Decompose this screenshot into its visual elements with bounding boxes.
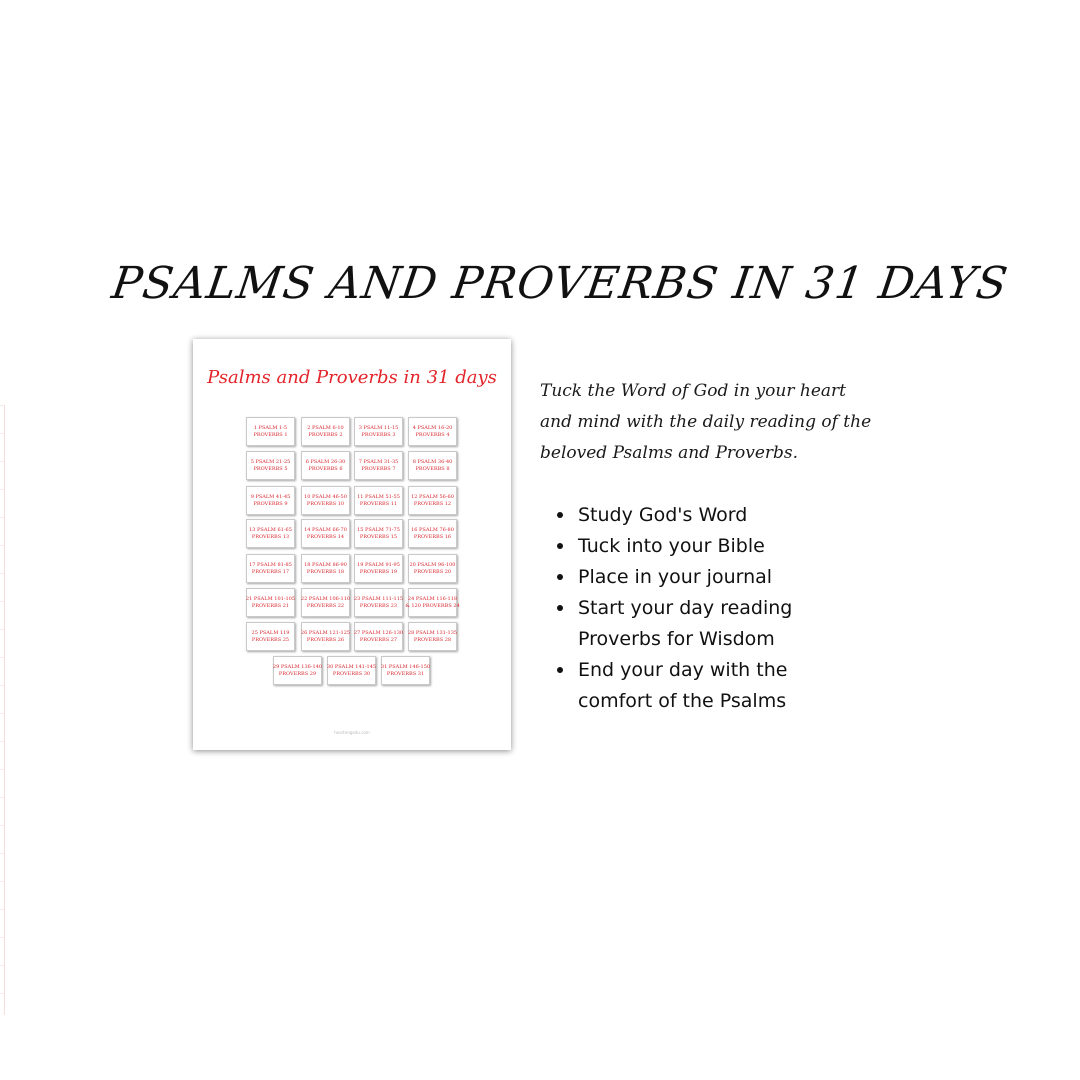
tile-proverbs-label: PROVERBS 22	[306, 602, 345, 609]
feature-text: End your day with the	[578, 659, 788, 681]
reading-day-tile	[354, 451, 403, 480]
reading-day-tile	[354, 622, 403, 651]
reading-day-tile	[273, 656, 322, 685]
feature-list	[556, 500, 792, 717]
tile-proverbs-label: PROVERBS 3	[361, 431, 396, 438]
tile-proverbs-label: & 120 PROVERBS 24	[405, 602, 460, 609]
tile-psalm-label: 6 PSALM 26-30	[305, 458, 346, 465]
intro-line: Tuck the Word of God in your heart	[540, 381, 846, 401]
reading-day-tile	[354, 554, 403, 583]
reading-day-tile	[354, 486, 403, 515]
tile-psalm-label: 29 PSALM 136-140	[272, 663, 323, 670]
reading-day-tile	[408, 519, 457, 548]
tile-proverbs-label: PROVERBS 17	[251, 568, 290, 575]
tile-proverbs-label: PROVERBS 10	[306, 500, 345, 507]
reading-day-tile	[405, 588, 460, 617]
reading-day-tile	[301, 622, 350, 651]
tile-psalm-label: 21 PSALM 101-105	[245, 595, 296, 602]
reading-day-tile	[246, 588, 295, 617]
tile-psalm-label: 23 PSALM 111-115	[353, 595, 404, 602]
feature-list-item	[556, 593, 792, 655]
tile-psalm-label: 24 PSALM 116-118	[407, 595, 458, 602]
reading-day-tile	[354, 588, 403, 617]
feature-text: Place in your journal	[578, 566, 773, 588]
reading-day-tile	[327, 656, 376, 685]
tile-proverbs-label: PROVERBS 7	[361, 465, 396, 472]
intro-text	[540, 376, 900, 469]
tile-proverbs-label: PROVERBS 18	[306, 568, 345, 575]
feature-list-item	[556, 655, 792, 717]
tile-proverbs-label: PROVERBS 30	[332, 670, 371, 677]
feature-text: Tuck into your Bible	[578, 535, 765, 557]
reading-day-tile	[301, 486, 350, 515]
reading-day-tile	[246, 417, 295, 446]
tile-psalm-label: 22 PSALM 106-110	[300, 595, 351, 602]
feature-text: Study God's Word	[578, 504, 748, 526]
reading-day-tile	[246, 451, 295, 480]
reading-day-tile	[354, 519, 403, 548]
feature-list-item	[556, 562, 792, 593]
tile-psalm-label: 16 PSALM 76-80	[411, 526, 454, 533]
tile-proverbs-label: PROVERBS 4	[415, 431, 450, 438]
tile-proverbs-label: PROVERBS 28	[413, 636, 452, 643]
tile-psalm-label: 30 PSALM 141-145	[326, 663, 377, 670]
reading-day-tile	[246, 519, 295, 548]
tile-proverbs-label: PROVERBS 12	[413, 500, 452, 507]
reading-day-tile	[301, 417, 350, 446]
tile-psalm-label: 11 PSALM 51-55	[357, 493, 400, 500]
tile-proverbs-label: PROVERBS 21	[251, 602, 290, 609]
reading-day-tile	[354, 417, 403, 446]
reading-day-tile	[408, 622, 457, 651]
tile-psalm-label: 15 PSALM 71-75	[357, 526, 400, 533]
reading-day-tile	[408, 486, 457, 515]
tile-psalm-label: 31 PSALM 146-150	[380, 663, 431, 670]
tile-proverbs-label: PROVERBS 27	[359, 636, 398, 643]
tile-proverbs-label: PROVERBS 15	[359, 533, 398, 540]
intro-line: and mind with the daily reading of the	[540, 412, 872, 432]
tile-psalm-label: 25 PSALM 119	[251, 629, 290, 636]
preview-footer: heartengedu.com	[334, 730, 370, 735]
reading-day-tile	[301, 519, 350, 548]
tile-proverbs-label: PROVERBS 25	[251, 636, 290, 643]
reading-day-tile	[408, 417, 457, 446]
tile-psalm-label: 1 PSALM 1-5	[253, 424, 288, 431]
tile-psalm-label: 17 PSALM 81-85	[249, 561, 292, 568]
tile-proverbs-label: PROVERBS 20	[413, 568, 452, 575]
tile-proverbs-label: PROVERBS 14	[306, 533, 345, 540]
tile-psalm-label: 12 PSALM 56-60	[411, 493, 454, 500]
tile-psalm-label: 28 PSALM 131-135	[407, 629, 458, 636]
feature-text: Proverbs for Wisdom	[578, 628, 775, 650]
reading-day-tile	[246, 554, 295, 583]
tile-psalm-label: 3 PSALM 11-15	[358, 424, 399, 431]
tile-proverbs-label: PROVERBS 26	[306, 636, 345, 643]
reading-day-tile	[246, 486, 295, 515]
tile-psalm-label: 13 PSALM 61-65	[249, 526, 292, 533]
feature-list-item	[556, 531, 792, 562]
tile-psalm-label: 5 PSALM 21-25	[250, 458, 291, 465]
tile-psalm-label: 18 PSALM 86-90	[304, 561, 347, 568]
reading-day-tile	[381, 656, 430, 685]
tile-psalm-label: 10 PSALM 46-50	[304, 493, 347, 500]
tile-psalm-label: 2 PSALM 6-10	[307, 424, 344, 431]
tile-psalm-label: 26 PSALM 121-125	[300, 629, 351, 636]
reading-day-tile	[408, 554, 457, 583]
tile-proverbs-label: PROVERBS 5	[253, 465, 288, 472]
tile-proverbs-label: PROVERBS 11	[359, 500, 398, 507]
tile-proverbs-label: PROVERBS 23	[359, 602, 398, 609]
tile-psalm-label: 7 PSALM 31-35	[358, 458, 399, 465]
tile-proverbs-label: PROVERBS 9	[253, 500, 288, 507]
tile-psalm-label: 14 PSALM 66-70	[304, 526, 347, 533]
tile-proverbs-label: PROVERBS 29	[278, 670, 317, 677]
tile-psalm-label: 8 PSALM 36-40	[412, 458, 453, 465]
left-edge-decoration	[0, 405, 5, 1015]
reading-day-tile	[246, 622, 295, 651]
tile-psalm-label: 19 PSALM 91-95	[357, 561, 400, 568]
feature-list-item	[556, 500, 792, 531]
preview-title: Psalms and Proverbs in 31 days	[207, 367, 497, 388]
tile-psalm-label: 9 PSALM 41-45	[250, 493, 291, 500]
tile-psalm-label: 4 PSALM 16-20	[412, 424, 453, 431]
tile-proverbs-label: PROVERBS 2	[308, 431, 343, 438]
tile-proverbs-label: PROVERBS 13	[251, 533, 290, 540]
tile-proverbs-label: PROVERBS 6	[308, 465, 343, 472]
printable-preview-page	[193, 339, 511, 750]
tile-proverbs-label: PROVERBS 19	[359, 568, 398, 575]
main-title: PSALMS AND PROVERBS IN 31 DAYS	[108, 258, 1012, 309]
intro-line: beloved Psalms and Proverbs.	[540, 443, 799, 463]
tile-psalm-label: 27 PSALM 126-130	[353, 629, 404, 636]
reading-day-tile	[301, 451, 350, 480]
feature-text: Start your day reading	[578, 597, 793, 619]
reading-day-tile	[301, 554, 350, 583]
tile-proverbs-label: PROVERBS 8	[415, 465, 450, 472]
reading-day-tile	[301, 588, 350, 617]
tile-proverbs-label: PROVERBS 1	[253, 431, 288, 438]
reading-day-tile	[408, 451, 457, 480]
tile-proverbs-label: PROVERBS 31	[386, 670, 425, 677]
tile-psalm-label: 20 PSALM 96-100	[409, 561, 456, 568]
feature-text: comfort of the Psalms	[578, 690, 787, 712]
tile-proverbs-label: PROVERBS 16	[413, 533, 452, 540]
